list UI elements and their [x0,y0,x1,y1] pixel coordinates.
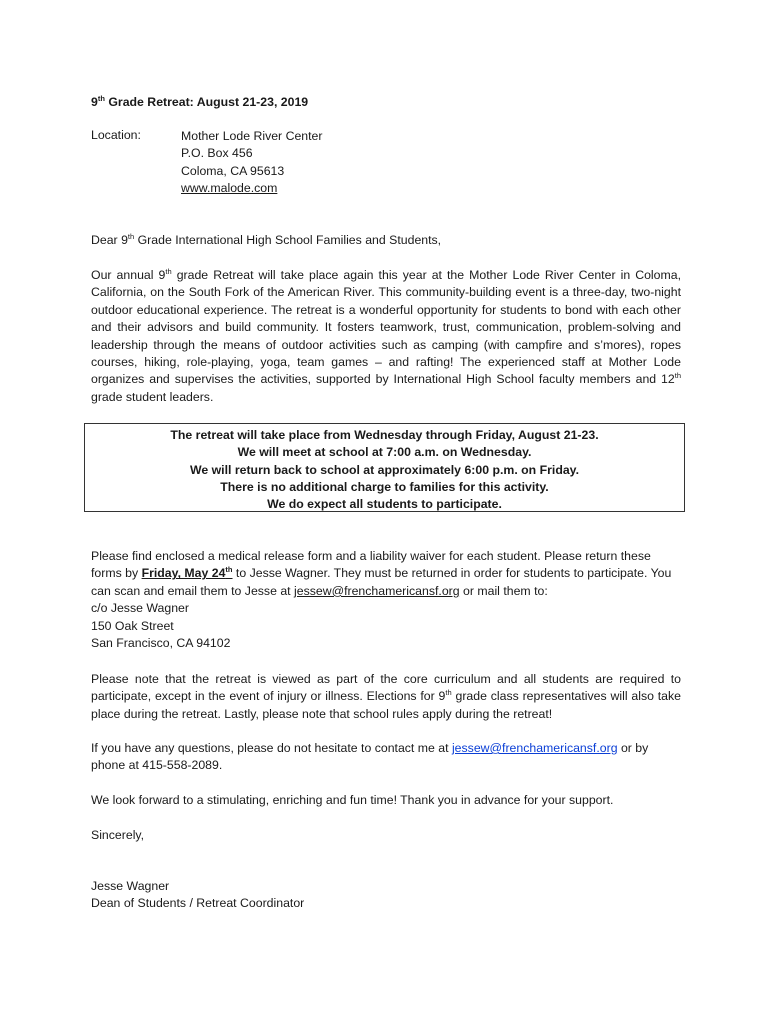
location-label: Location: [91,128,141,142]
location-po-box: P.O. Box 456 [181,146,253,161]
location-address [181,128,322,198]
box-line-dates: The retreat will take place from Wednesday through Friday, August 21-23. [170,428,599,442]
curriculum-note-paragraph: Please note that the retreat is viewed as part of the core curriculum and all students are required to participate, except in the event of injury or illness. Elections for 9th grade class representatives will also take place during the retreat. Lastly, please note that school rules apply during the retreat! [91,672,681,721]
retreat-details-box [84,423,685,512]
salutation: Dear 9th Grade International High School Families and Students, [91,231,442,247]
closing-line: We look forward to a stimulating, enriching and fun time! Thank you in advance for your support. [91,793,614,807]
forms-paragraph: Please find enclosed a medical release form and a liability waiver for each student. Please return these forms by Friday, May 24th to Jesse Wagner. They must be returned in order for students to participate. You can scan and email them to Jesse at jessew@frenchamericansf.org or mail them to: c/o Jesse Wagner 150 Oak Street San Francisco, CA 94102 [91,548,681,652]
location-name: Mother Lode River Center [181,129,323,143]
mail-address-line-3: San Francisco, CA 94102 [91,636,231,651]
sign-off: Sincerely, [91,828,145,842]
box-line-participation: We do expect all students to participate. [267,497,502,512]
mail-address-line-1: c/o Jesse Wagner [91,601,189,616]
mail-address-line-2: 150 Oak Street [91,618,174,633]
box-line-meet: We will meet at school at 7:00 a.m. on Wednesday. [237,445,532,460]
questions-paragraph: If you have any questions, please do not hesitate to contact me at jessew@frenchamericansf.org or by phone at 415-558-2089. [91,741,649,773]
forms-deadline: Friday, May 24th [141,565,233,581]
letter-title: 9th Grade Retreat: August 21-23, 2019 [91,93,309,109]
forms-email-link[interactable]: jessew@frenchamericansf.org [294,583,460,598]
signature-role: Dean of Students / Retreat Coordinator [91,896,305,911]
signature-block [91,878,681,913]
intro-paragraph: Our annual 9th grade Retreat will take place again this year at the Mother Lode River Center in Coloma, California, on the South Fork of the American River. This community-building event is a three-day, two-night outdoor educational experience. The retreat is a wonderful opportunity for students to bond with each other and their advisors and build community. It fosters teamwork, trust, communication, problem-solving and leadership through the means of outdoor activities such as camping (with campfire and s’mores), ropes courses, hiking, role-playing, yoga, team games – and rafting! The experienced staff at Mother Lode organizes and supervises the activities, supported by International High School faculty members and 12th grade student leaders. [91,266,681,404]
location-website-link[interactable]: www.malode.com [181,181,278,196]
box-line-cost: There is no additional charge to families for this activity. [220,479,549,494]
signature-name: Jesse Wagner [91,879,170,893]
contact-email-link[interactable]: jessew@frenchamericansf.org [451,741,618,755]
location-city: Coloma, CA 95613 [181,163,285,178]
box-line-return: We will return back to school at approximately 6:00 p.m. on Friday. [189,462,580,477]
